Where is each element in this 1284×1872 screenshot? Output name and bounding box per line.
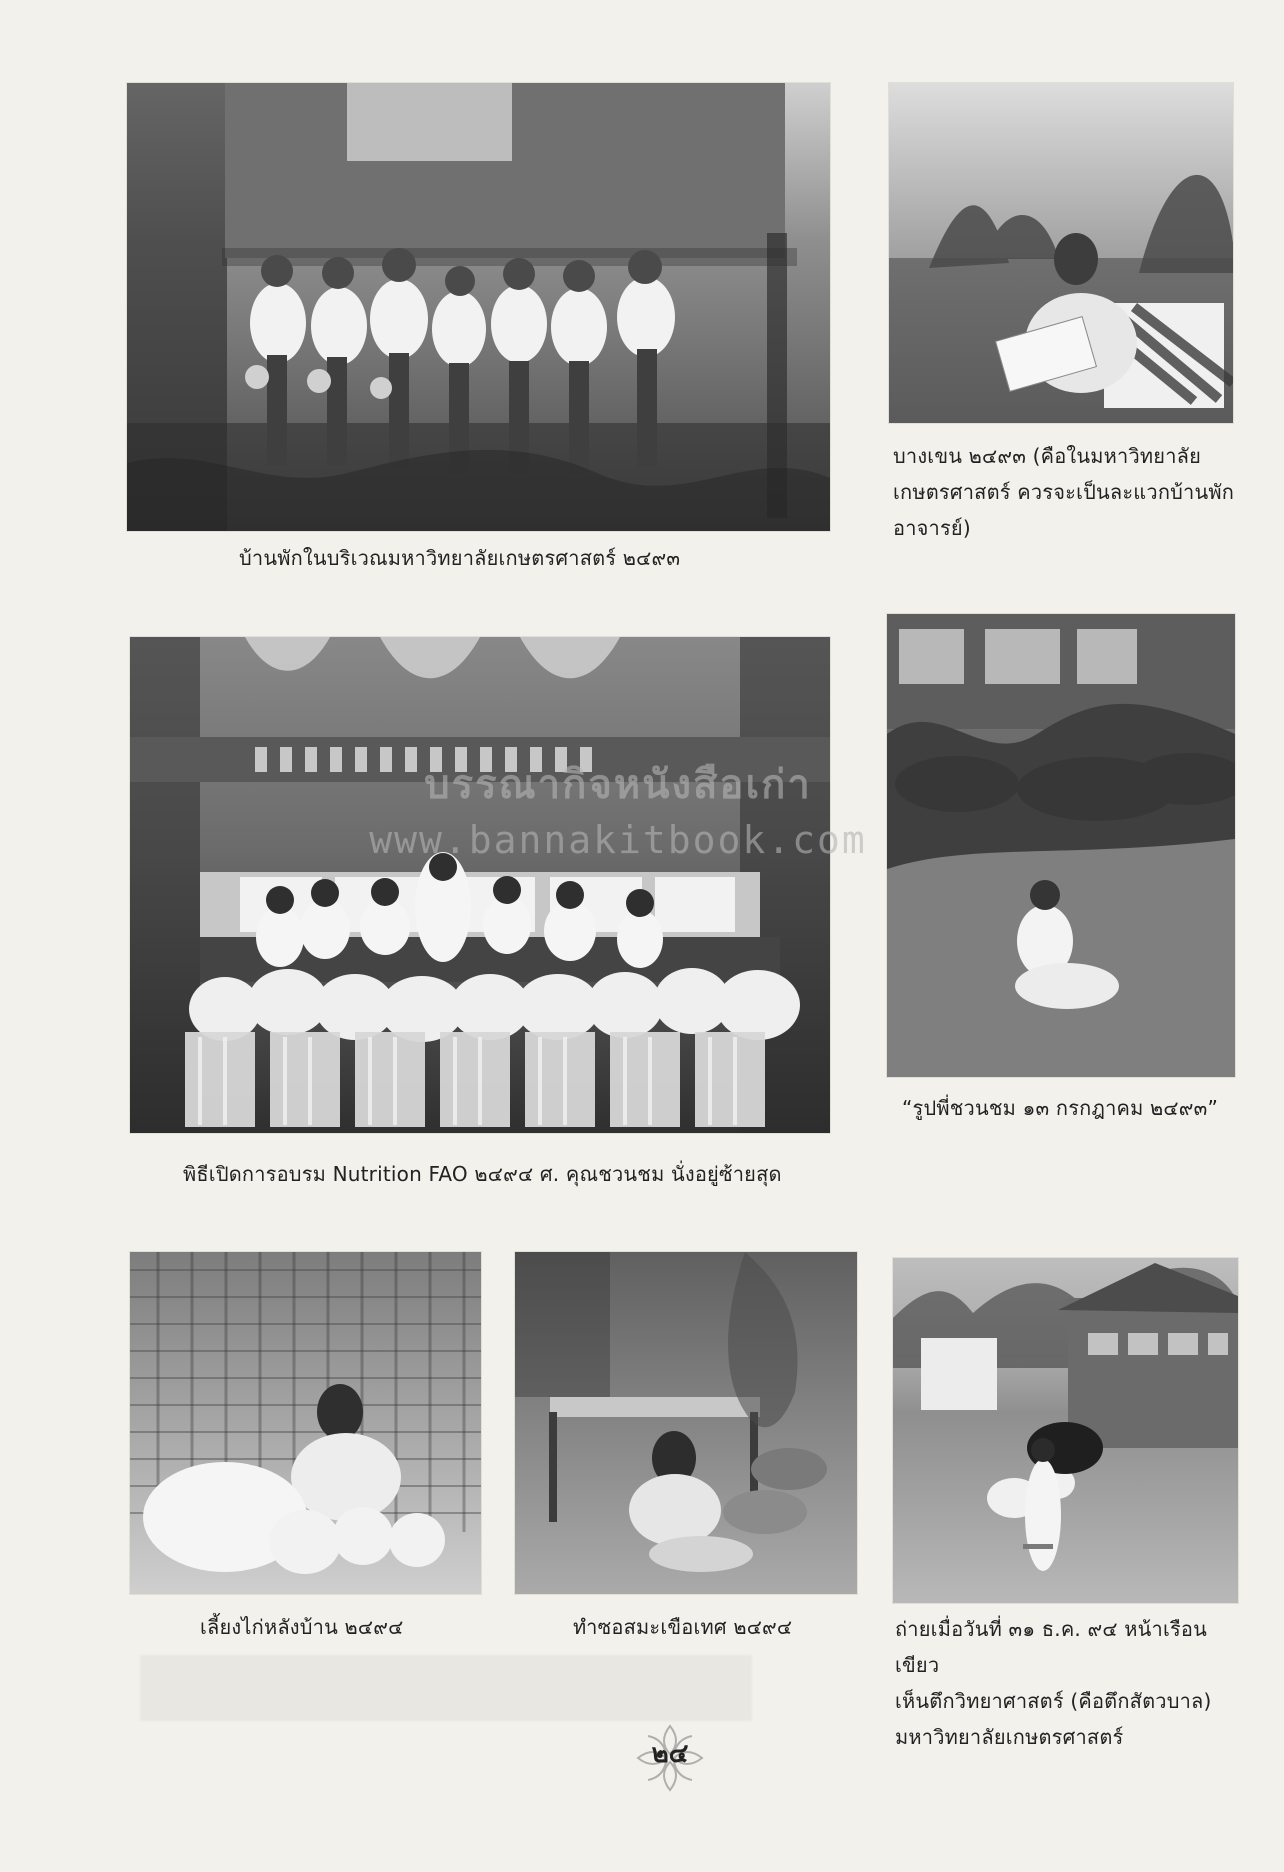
photo-reading-woman xyxy=(889,83,1233,423)
caption-photo-7-line-2: เห็นตึกวิทยาศาสตร์ (คือตึกสัตวบาล) xyxy=(895,1689,1212,1713)
caption-photo-7 xyxy=(895,1611,1245,1755)
photo-training-ceremony xyxy=(130,637,830,1133)
caption-photo-5: เลี้ยงไก่หลังบ้าน ๒๔๙๔ xyxy=(200,1615,404,1639)
caption-photo-1: บ้านพักในบริเวณมหาวิทยาลัยเกษตรศาสตร์ ๒๔๙๓ xyxy=(239,546,681,570)
tomato-sauce-photo xyxy=(515,1252,857,1594)
photo-chickens xyxy=(130,1252,481,1594)
caption-photo-2 xyxy=(893,438,1243,546)
watermark-line-1: บรรณากิจหนังสือเก่า xyxy=(424,762,812,808)
caption-photo-6: ทำซอสมะเขือเทศ ๒๔๙๔ xyxy=(573,1615,793,1639)
training-ceremony-photo xyxy=(130,637,830,1133)
faint-background-block xyxy=(140,1655,752,1721)
caption-photo-2-line-1: บางเขน ๒๔๙๓ (คือในมหาวิทยาลัย xyxy=(893,444,1201,468)
caption-photo-2-line-2: เกษตรศาสตร์ ควรจะเป็นละแวกบ้านพัก xyxy=(893,480,1235,504)
chickens-photo xyxy=(130,1252,481,1594)
green-house-photo xyxy=(893,1258,1238,1603)
caption-photo-4: “รูปพี่ชวนชม ๑๓ กรกฎาคม ๒๔๙๓” xyxy=(902,1096,1219,1120)
caption-photo-3: พิธีเปิดการอบรม Nutrition FAO ๒๔๙๔ ศ. คุณชวนชม นั่งอยู่ซ้ายสุด xyxy=(183,1162,782,1186)
photo-green-house xyxy=(893,1258,1238,1603)
group-house-photo xyxy=(127,83,830,531)
photo-house-group xyxy=(127,83,830,531)
caption-photo-7-line-1: ถ่ายเมื่อวันที่ ๓๑ ธ.ค. ๙๔ หน้าเรือนเขียว xyxy=(895,1617,1208,1677)
caption-photo-2-line-3: อาจารย์) xyxy=(893,516,971,540)
photo-tomato-sauce xyxy=(515,1252,857,1594)
page-number: ๒๔ xyxy=(651,1739,689,1769)
reading-woman-photo xyxy=(889,83,1233,423)
woman-on-lawn-photo xyxy=(887,614,1235,1077)
photo-woman-on-lawn xyxy=(887,614,1235,1077)
watermark-line-2: www.bannakitbook.com xyxy=(369,818,867,862)
caption-photo-7-line-3: มหาวิทยาลัยเกษตรศาสตร์ xyxy=(895,1725,1124,1749)
